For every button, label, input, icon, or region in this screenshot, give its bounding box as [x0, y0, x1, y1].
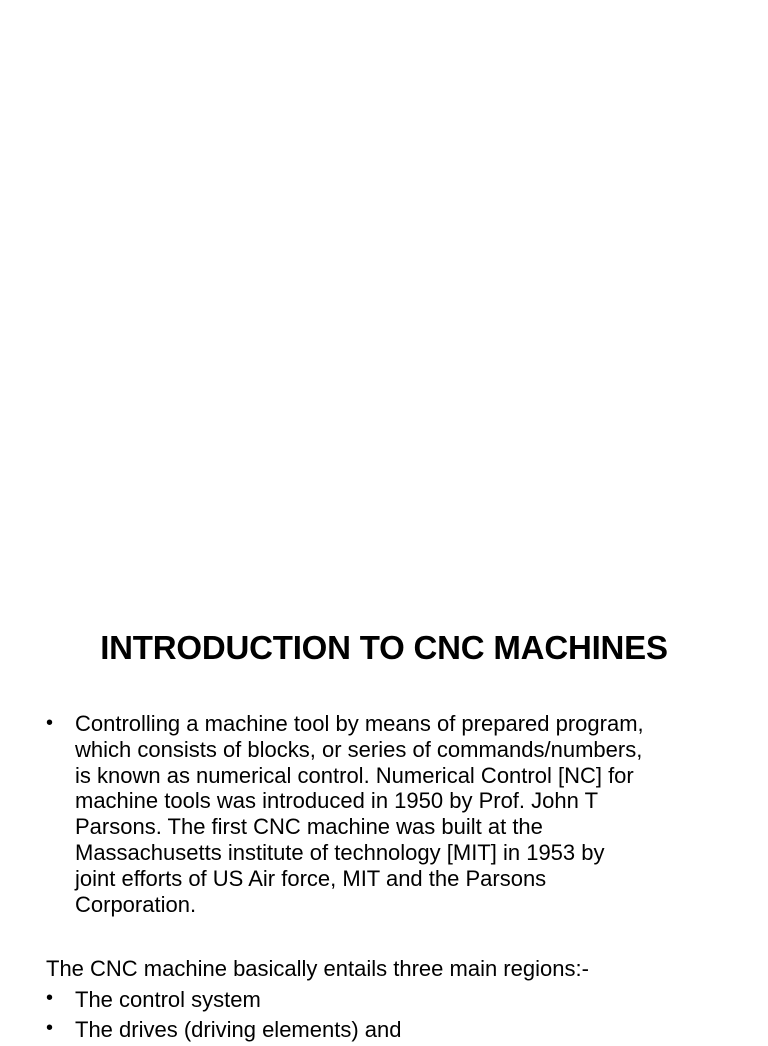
paragraph-line: machine tools was introduced in 1950 by Prof. John T [75, 788, 599, 814]
regions-intro: The CNC machine basically entails three main regions:- [46, 956, 589, 981]
paragraph-line: joint efforts of US Air force, MIT and the Parsons [75, 865, 547, 891]
paragraph-line: which consists of blocks, or series of commands/numbers, [75, 736, 643, 762]
paragraph-line: is known as numerical control. Numerical Control [NC] for [75, 762, 634, 788]
slide-title: INTRODUCTION TO CNC MACHINES [100, 629, 668, 666]
list-item [46, 986, 731, 1014]
intro-bullet [46, 711, 736, 917]
paragraph-line: Parsons. The first CNC machine was built at the [75, 814, 543, 840]
paragraph-line: Corporation. [75, 891, 197, 917]
bullet-paragraph [75, 711, 736, 917]
list-item [46, 711, 736, 917]
paragraph-line: Controlling a machine tool by means of prepared program, [75, 711, 644, 736]
bullet-icon: • [46, 1017, 54, 1039]
bullet-icon: • [46, 712, 54, 734]
regions-list [46, 986, 731, 1046]
paragraph-line: Massachusetts institute of technology [MIT] in 1953 by [75, 839, 605, 865]
list-item [46, 1016, 731, 1044]
bullet-icon: • [46, 987, 54, 1009]
region-item: The drives (driving elements) and [75, 1017, 402, 1042]
region-item: The control system [75, 987, 261, 1012]
